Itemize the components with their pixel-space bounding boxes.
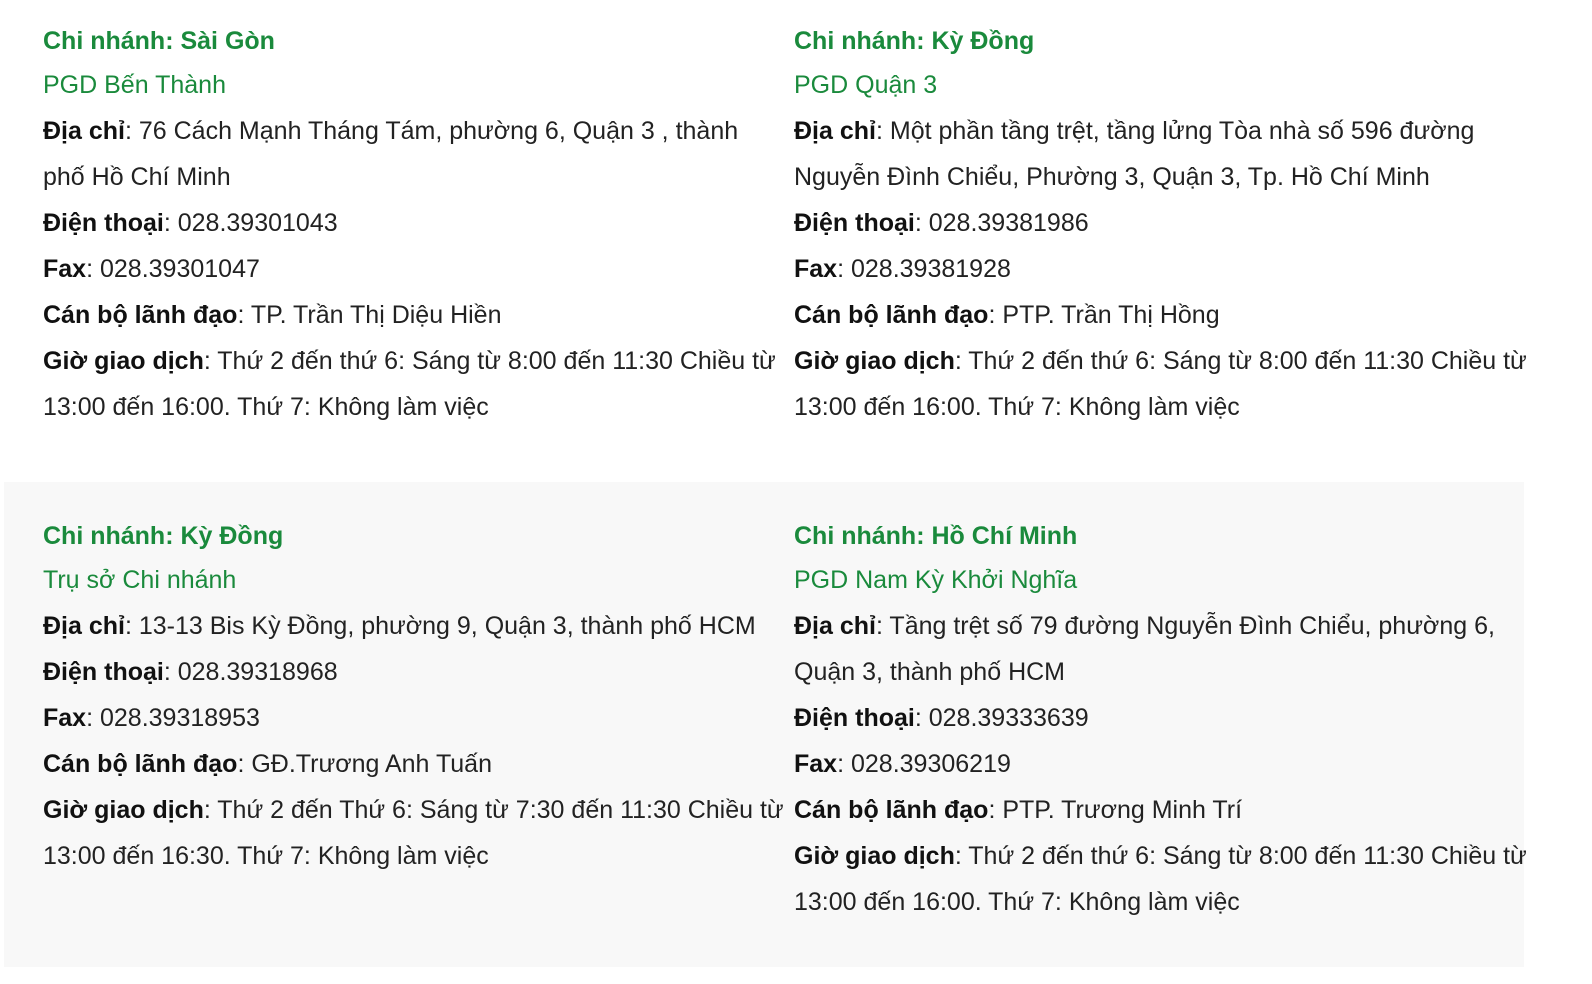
phone-field xyxy=(794,200,1529,246)
address-value: : 13-13 Bis Kỳ Đồng, phường 9, Quận 3, thành phố HCM xyxy=(124,612,756,640)
branch-card-ky-dong-head-office xyxy=(43,517,788,879)
phone-value: : 028.39318968 xyxy=(163,658,338,686)
leader-field xyxy=(43,292,778,338)
fax-field xyxy=(43,695,788,741)
branch-title: Chi nhánh: Kỳ Đồng xyxy=(794,27,1035,55)
leader-label: Cán bộ lãnh đạo xyxy=(794,796,989,824)
address-field xyxy=(794,603,1529,695)
address-field xyxy=(43,108,778,200)
fax-value: : 028.39381928 xyxy=(837,255,1011,283)
branch-card-ky-dong-quan-3 xyxy=(794,22,1529,430)
leader-label: Cán bộ lãnh đạo xyxy=(43,750,238,778)
fax-value: : 028.39318953 xyxy=(86,704,260,732)
fax-value: : 028.39301047 xyxy=(86,255,260,283)
leader-value: : TP. Trần Thị Diệu Hiền xyxy=(237,301,502,329)
branch-title: Chi nhánh: Hồ Chí Minh xyxy=(794,522,1078,550)
hours-value: : Thứ 2 đến Thứ 6: Sáng từ 7:30 đến 11:30 Chiều từ 13:00 đến 16:30. Thứ 7: Không làm việc xyxy=(43,796,784,870)
leader-label: Cán bộ lãnh đạo xyxy=(794,301,989,329)
branch-card-ho-chi-minh-nam-ky-khoi-nghia xyxy=(794,517,1529,925)
hours-label: Giờ giao dịch xyxy=(794,347,955,375)
hours-label: Giờ giao dịch xyxy=(43,347,204,375)
hours-field xyxy=(43,338,778,430)
address-label: Địa chỉ xyxy=(43,117,125,145)
phone-label: Điện thoại xyxy=(794,209,915,237)
address-value: : 76 Cách Mạnh Tháng Tám, phường 6, Quận 3 , thành phố Hồ Chí Minh xyxy=(43,117,739,191)
office-name: PGD Nam Kỳ Khởi Nghĩa xyxy=(794,566,1078,594)
phone-label: Điện thoại xyxy=(43,658,164,686)
office-name: PGD Bến Thành xyxy=(43,71,226,99)
leader-field xyxy=(794,292,1529,338)
hours-label: Giờ giao dịch xyxy=(43,796,204,824)
phone-value: : 028.39301043 xyxy=(163,209,338,237)
leader-value: : PTP. Trần Thị Hồng xyxy=(988,301,1220,329)
address-field xyxy=(43,603,788,649)
phone-label: Điện thoại xyxy=(43,209,164,237)
leader-label: Cán bộ lãnh đạo xyxy=(43,301,238,329)
address-value: : Một phần tầng trệt, tầng lửng Tòa nhà số 596 đường Nguyễn Đình Chiểu, Phường 3, Quận 3, Tp. Hồ Chí Minh xyxy=(794,117,1475,191)
hours-field xyxy=(794,833,1529,925)
hours-field xyxy=(43,787,788,879)
address-label: Địa chỉ xyxy=(794,117,876,145)
fax-label: Fax xyxy=(794,750,838,778)
phone-field xyxy=(43,200,778,246)
fax-value: : 028.39306219 xyxy=(837,750,1011,778)
address-value: : Tầng trệt số 79 đường Nguyễn Đình Chiểu, phường 6, Quận 3, thành phố HCM xyxy=(794,612,1495,686)
branch-title: Chi nhánh: Sài Gòn xyxy=(43,27,275,55)
fax-label: Fax xyxy=(794,255,838,283)
phone-value: : 028.39333639 xyxy=(914,704,1089,732)
hours-value: : Thứ 2 đến thứ 6: Sáng từ 8:00 đến 11:30 Chiều từ 13:00 đến 16:00. Thứ 7: Không làm việc xyxy=(43,347,776,421)
hours-label: Giờ giao dịch xyxy=(794,842,955,870)
fax-field xyxy=(794,741,1529,787)
branch-card-saigon-ben-thanh xyxy=(43,22,778,430)
branch-title: Chi nhánh: Kỳ Đồng xyxy=(43,522,284,550)
phone-label: Điện thoại xyxy=(794,704,915,732)
phone-field xyxy=(43,649,788,695)
fax-field xyxy=(43,246,778,292)
fax-label: Fax xyxy=(43,255,87,283)
address-label: Địa chỉ xyxy=(794,612,876,640)
office-name: Trụ sở Chi nhánh xyxy=(43,566,237,594)
leader-value: : PTP. Trương Minh Trí xyxy=(988,796,1243,824)
hours-value: : Thứ 2 đến thứ 6: Sáng từ 8:00 đến 11:30 Chiều từ 13:00 đến 16:00. Thứ 7: Không làm việc xyxy=(794,347,1527,421)
leader-value: : GĐ.Trương Anh Tuấn xyxy=(237,750,492,778)
phone-value: : 028.39381986 xyxy=(914,209,1089,237)
fax-label: Fax xyxy=(43,704,87,732)
phone-field xyxy=(794,695,1529,741)
address-label: Địa chỉ xyxy=(43,612,125,640)
fax-field xyxy=(794,246,1529,292)
leader-field xyxy=(794,787,1529,833)
leader-field xyxy=(43,741,788,787)
hours-field xyxy=(794,338,1529,430)
office-name: PGD Quận 3 xyxy=(794,71,938,99)
hours-value: : Thứ 2 đến thứ 6: Sáng từ 8:00 đến 11:30 Chiều từ 13:00 đến 16:00. Thứ 7: Không làm việc xyxy=(794,842,1527,916)
address-field xyxy=(794,108,1529,200)
